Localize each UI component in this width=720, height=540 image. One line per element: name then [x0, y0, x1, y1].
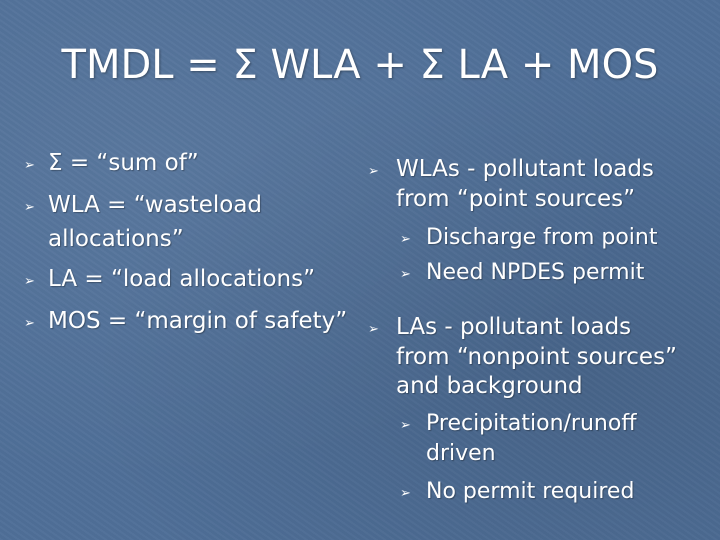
- left-item-la: LA = “load allocations”: [48, 266, 315, 292]
- left-item-sum: Σ = “sum of”: [48, 150, 199, 176]
- bullet-arrow-icon: ➢: [24, 200, 35, 215]
- bullet-arrow-icon: ➢: [368, 322, 379, 337]
- right-item-wla-line2: from “point sources”: [396, 186, 635, 212]
- bullet-arrow-icon: ➢: [400, 486, 411, 501]
- left-item-wla-line1: WLA = “wasteload: [48, 192, 263, 218]
- right-subitem-npdes: Need NPDES permit: [426, 260, 645, 285]
- right-item-la-line2: from “nonpoint sources”: [396, 344, 677, 370]
- right-item-wla-line1: WLAs - pollutant loads: [396, 156, 654, 182]
- left-item-wla-line2: allocations”: [48, 226, 184, 252]
- right-subitem-precip-line1: Precipitation/runoff: [426, 411, 637, 436]
- right-item-la-line3: and background: [396, 373, 583, 399]
- bullet-arrow-icon: ➢: [24, 316, 35, 331]
- right-subitem-precip-line2: driven: [426, 441, 496, 466]
- bullet-arrow-icon: ➢: [400, 232, 411, 247]
- bullet-arrow-icon: ➢: [24, 158, 35, 173]
- left-item-mos: MOS = “margin of safety”: [48, 308, 348, 334]
- bullet-arrow-icon: ➢: [400, 418, 411, 433]
- right-subitem-no-permit: No permit required: [426, 479, 635, 504]
- bullet-arrow-icon: ➢: [24, 274, 35, 289]
- right-subitem-discharge: Discharge from point: [426, 225, 658, 250]
- bullet-arrow-icon: ➢: [400, 267, 411, 282]
- bullet-arrow-icon: ➢: [368, 164, 379, 179]
- right-item-la-line1: LAs - pollutant loads: [396, 314, 632, 340]
- page-title: TMDL = Σ WLA + Σ LA + MOS: [61, 42, 659, 88]
